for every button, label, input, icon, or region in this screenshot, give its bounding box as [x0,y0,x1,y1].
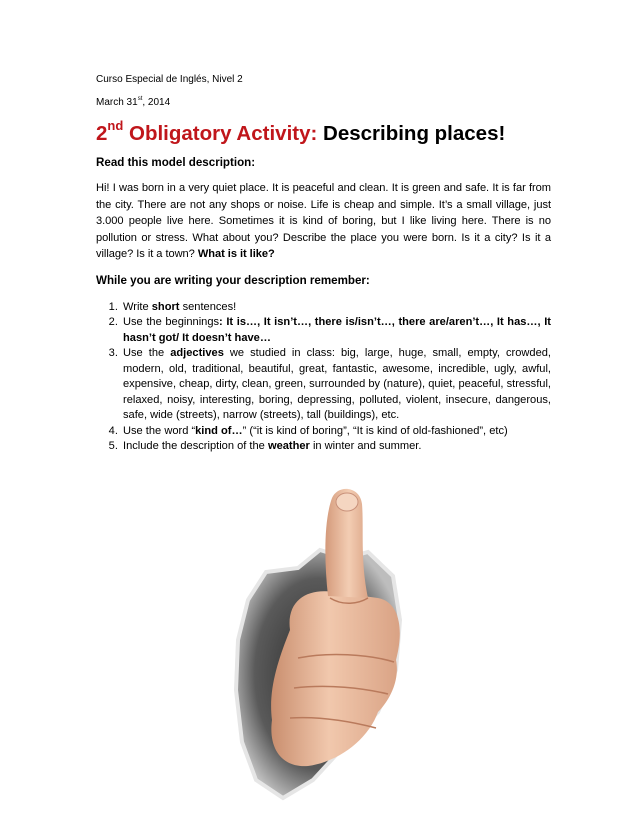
thumbs-up-icon [228,480,428,810]
list-item-bold: kind of… [195,424,243,437]
fist [271,591,400,766]
thumbs-up-image [228,480,428,810]
document-content [96,73,551,455]
date-year: , 2014 [142,97,171,108]
list-item-text: Use the [123,347,171,359]
list-item [121,346,551,424]
model-description-question: What is it like? [197,248,275,260]
document-date [96,96,551,109]
title-activity: Obligatory Activity: [123,122,318,145]
list-item-text: ” (“it is kind of boring”, “It is kind of old-fashioned”, etc) [242,424,508,437]
list-item-bold: short [151,300,180,313]
list-item-bold: weather [267,440,310,452]
list-item [121,424,551,440]
reminder-list [96,300,551,455]
title-ordinal-number: 2 [96,122,108,145]
list-item-bold: : It is…, It isn’t…, there is/isn’t…, there are/aren’t…, It has…, It hasn’t got/ It doesn’t have… [123,316,551,344]
date-main: March 31 [96,97,138,108]
list-item-text: Include the description of the [123,440,268,452]
list-item-text: Write [123,300,152,313]
title-ordinal-suffix: nd [107,118,124,134]
section2-heading: While you are writing your description remember: [96,273,370,287]
title-ordinal [96,118,318,145]
list-item-text: Use the word “ [123,424,196,437]
model-description-text: Hi! I was born in a very quiet place. It is peaceful and clean. It is green and safe. It is far from the city. There are not any shops or noise. Life is cheap and simple. It’s a small village, just 3.000 people live here. Sometimes it is kind of boring, but I like living here. There is no pollution or stress. What about you? Describe the place you were born. Is it a city? Is it a village? Is it a town? [96,182,551,260]
page-title [96,118,551,147]
list-item-bold: adjectives [170,347,224,359]
list-item-text: Use the beginnings [123,316,220,328]
course-name: Curso Especial de Inglés, Nivel 2 [96,74,243,85]
list-item [121,300,551,316]
section1-heading: Read this model description: [96,156,256,169]
title-topic: Describing places! [317,122,506,145]
list-item-text: we studied in class: big, large, huge, small, empty, crowded, modern, old, traditional, beautiful, great, fantastic, awesome, incredible, ugly, awful, expensive, cheap, dirty, clean, green, surrounded by (nature), quiet, peaceful, stressful, relaxed, noisy, interesting, boring, depressing, polluted, violent, insecure, dangerous, safe, wide (streets), narrow (streets), tall (buildings), etc. [123,347,551,421]
list-item-text: in winter and summer. [309,440,422,452]
list-item [121,439,551,455]
date-suffix: st [137,95,143,102]
model-description [96,180,551,263]
list-item-text: sentences! [179,300,237,313]
list-item [121,315,551,346]
